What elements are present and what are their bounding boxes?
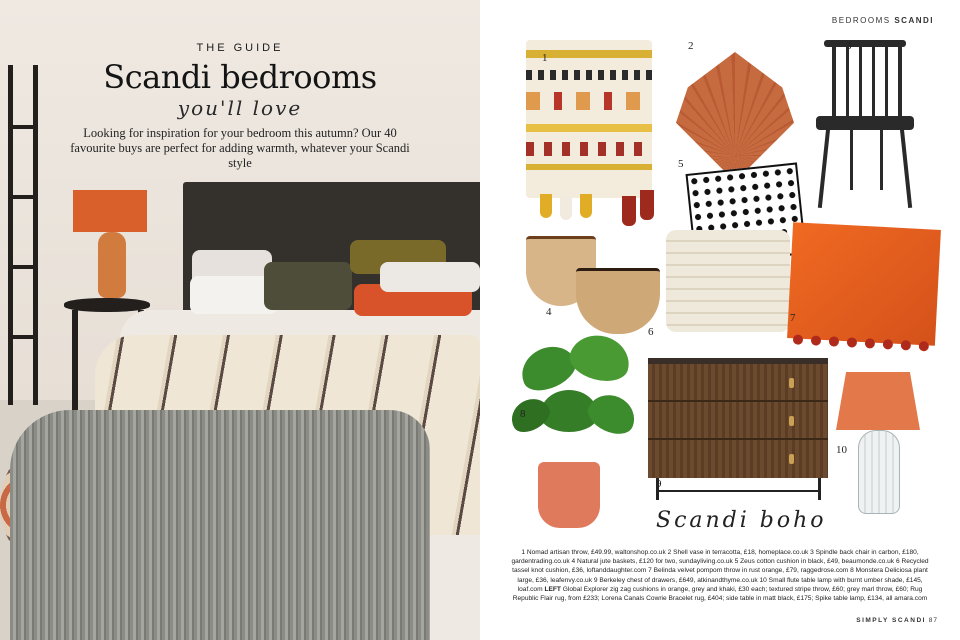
page-number: 87 [928,617,938,624]
product-10-lamp-shade [836,372,920,430]
feature-standfirst: Looking for inspiration for your bedroom this autumn? Our 40 favourite buys are perfect for adding warmth, whatever your Scandi style [70,126,410,170]
product-2-shell-vase [676,52,794,170]
tassel [622,196,636,226]
lamp-shade [73,190,147,232]
product-number: 5 [678,158,684,170]
product-number: 2 [688,40,694,52]
product-9-berkeley-chest [648,358,828,478]
feature-headline: Scandi bedrooms [103,58,377,96]
tassel [580,194,592,218]
chest-leg [818,478,821,500]
product-number: 8 [520,408,526,420]
product-7-velvet-pompom-throw [787,222,941,346]
feature-heading-block [0,42,480,171]
tassel [560,196,572,220]
section-tag: BEDROOMS SCANDI [831,16,934,25]
product-8-monstera-plant [510,336,640,476]
right-page-product-grid [480,0,960,640]
product-6-tassel-knot-cushion [666,230,790,332]
product-number: 7 [790,312,796,324]
tassel [640,190,654,220]
product-number: 9 [656,478,662,490]
product-number: 6 [648,326,654,338]
product-number: 4 [546,306,552,318]
planter-pot [538,462,600,528]
magazine-name: SIMPLY SCANDI [856,617,926,624]
chest-stretcher [656,490,821,492]
feature-script-line: you'll love [177,96,303,120]
credits-left-label: LEFT [544,585,561,593]
product-credits [508,548,932,603]
side-table-leg [72,310,78,425]
page-footer [856,617,938,624]
cushion-khaki [264,262,352,310]
pillow-back [380,262,480,292]
product-3-spindle-chair [816,40,926,210]
product-number: 1 [542,52,548,64]
feature-kicker: THE GUIDE [196,42,284,54]
tassel [540,194,552,218]
product-credits-list: 1 Nomad artisan throw, £49.99, waltonshop.co.uk 2 Shell vase in terracotta, £18, homeplace.co.uk 3 Spindle back chair in carbon, £180, gardentrading.co.uk 4 Natural jute baskets, £120 for two, sundayliving.co.uk 5 Zeus cotton cushion in black, £49, beaumonde.co.uk 6 Recycled tassel knot cushion, £36, loftanddaughter.com 7 Belinda velvet pompom throw in rust orange, £79, raggedrose.com 8 Monstera Deliciosa plant large, £36, leafenvy.co.uk 9 Berkeley chest of drawers, £649, atkinandthyme.co.uk 10 Small flute table lamp with burnt umber shade, £145, loaf.com [511,549,929,593]
grey-marl-throw [10,410,430,640]
product-10-glass-lamp-base [858,430,900,514]
product-4-jute-basket-small [576,268,660,334]
collection-title: Scandi boho [656,508,827,533]
lamp-base [98,232,126,298]
product-number: 3 [846,40,852,52]
product-number: 10 [836,444,847,456]
credits-left-text: Global Explorer zig zag cushions in orange, grey and khaki, £30 each; textured stripe throw, £60; grey marl throw, £60; Rug Republic Flair rug, from £233; Lorena Canals Cowrie Bracelet rug, £404; side table in matt black, £175; Spike table lamp, £134, all amara.com [512,585,928,603]
